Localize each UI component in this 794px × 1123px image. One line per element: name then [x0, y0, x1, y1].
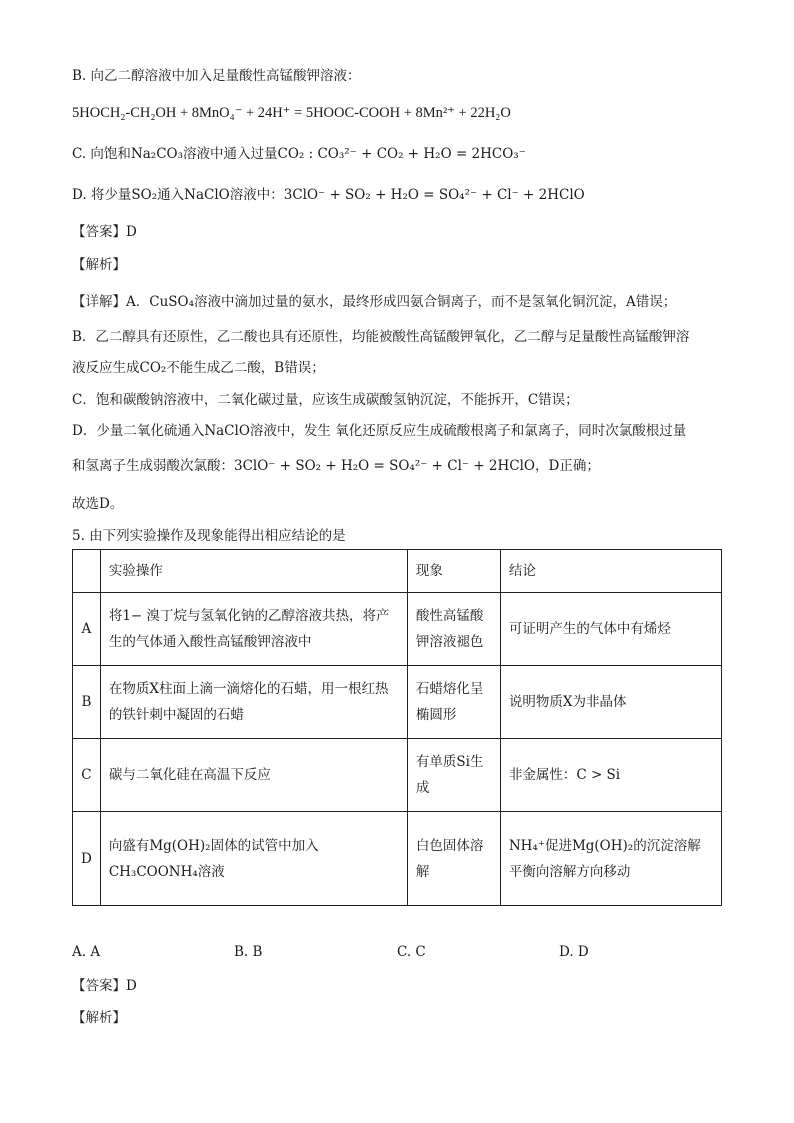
experiment-table — [72, 549, 722, 906]
detail-d-line1: D．少量二氧化硫通入NaClO溶液中，发生 氧化还原反应生成硫酸根离子和氯离子，同时次氯酸根过量 — [72, 423, 687, 439]
row-operation: 在物质X柱面上滴一滴熔化的石蜡，用一根红热的铁针刺中凝固的石蜡 — [100, 666, 407, 739]
detail-c: C．饱和碳酸钠溶液中，二氧化碳过量，应该生成碳酸氢钠沉淀，不能拆开，C错误； — [72, 392, 579, 408]
row-label: D — [73, 812, 101, 906]
table-row — [73, 666, 722, 739]
detail-b-line1: B．乙二醇具有还原性，乙二酸也具有还原性，均能被酸性高锰酸钾氧化，乙二醇与足量酸性高锰酸钾溶 — [72, 329, 690, 345]
analysis-label-2: 【解析】 — [72, 1010, 126, 1026]
choice-c: C. C — [397, 944, 426, 960]
row-label: C — [73, 739, 101, 812]
row-operation: 将1− 溴丁烷与氢氧化钠的乙醇溶液共热，将产生的气体通入酸性高锰酸钾溶液中 — [100, 593, 407, 666]
table-row — [73, 593, 722, 666]
row-label: B — [73, 666, 101, 739]
header-operation: 实验操作 — [100, 550, 407, 593]
row-conclusion: 非金属性：C > Si — [500, 739, 721, 812]
row-conclusion: 可证明产生的气体中有烯烃 — [500, 593, 721, 666]
header-blank — [73, 550, 101, 593]
option-d: D. 将少量SO₂通入NaClO溶液中：3ClO⁻ + SO₂ + H₂O = SO₄²⁻ + Cl⁻ + 2HClO — [72, 187, 585, 203]
detail-b-line2: 液反应生成CO₂不能生成乙二酸，B错误； — [72, 360, 325, 376]
row-operation: 向盛有Mg(OH)₂固体的试管中加入CH₃COONH₄溶液 — [100, 812, 407, 906]
row-phenomenon: 有单质Si生成 — [407, 739, 500, 812]
row-phenomenon: 白色固体溶解 — [407, 812, 500, 906]
analysis-label: 【解析】 — [72, 257, 126, 273]
header-phenomenon: 现象 — [407, 550, 500, 593]
row-label: A — [73, 593, 101, 666]
detail-a: 【详解】A．CuSO₄溶液中滴加过量的氨水，最终形成四氨合铜离子，而不是氢氧化铜沉淀，A错误； — [72, 294, 677, 310]
option-b-equation: 5HOCH₂-CH₂OH + 8MnO₄⁻ + 24H⁺ = 5HOOC-COOH + 8Mn²⁺ + 22H₂O — [72, 105, 511, 121]
detail-conclusion: 故选D。 — [72, 496, 124, 512]
table-row — [73, 812, 722, 906]
header-conclusion: 结论 — [500, 550, 721, 593]
option-c: C. 向饱和Na₂CO₃溶液中通入过量CO₂ : CO₃²⁻ + CO₂ + H₂O = 2HCO₃⁻ — [72, 146, 526, 162]
table-header-row — [73, 550, 722, 593]
row-phenomenon: 石蜡熔化呈椭圆形 — [407, 666, 500, 739]
choice-d: D. D — [559, 944, 589, 960]
choice-a: A. A — [72, 944, 101, 960]
answer-label: 【答案】D — [72, 224, 137, 240]
row-operation: 碳与二氧化硅在高温下反应 — [100, 739, 407, 812]
question-5-stem: 5. 由下列实验操作及现象能得出相应结论的是 — [72, 528, 346, 544]
row-conclusion: 说明物质X为非晶体 — [500, 666, 721, 739]
row-conclusion: NH₄⁺促进Mg(OH)₂的沉淀溶解平衡向溶解方向移动 — [500, 812, 721, 906]
answer-label-2: 【答案】D — [72, 978, 137, 994]
option-b-label: B. 向乙二醇溶液中加入足量酸性高锰酸钾溶液： — [72, 68, 361, 84]
detail-d-line2: 和氢离子生成弱酸次氯酸：3ClO⁻ + SO₂ + H₂O = SO₄²⁻ + Cl⁻ + 2HClO，D正确； — [72, 458, 600, 474]
choice-b: B. B — [234, 944, 263, 960]
row-phenomenon: 酸性高锰酸钾溶液褪色 — [407, 593, 500, 666]
table-row — [73, 739, 722, 812]
